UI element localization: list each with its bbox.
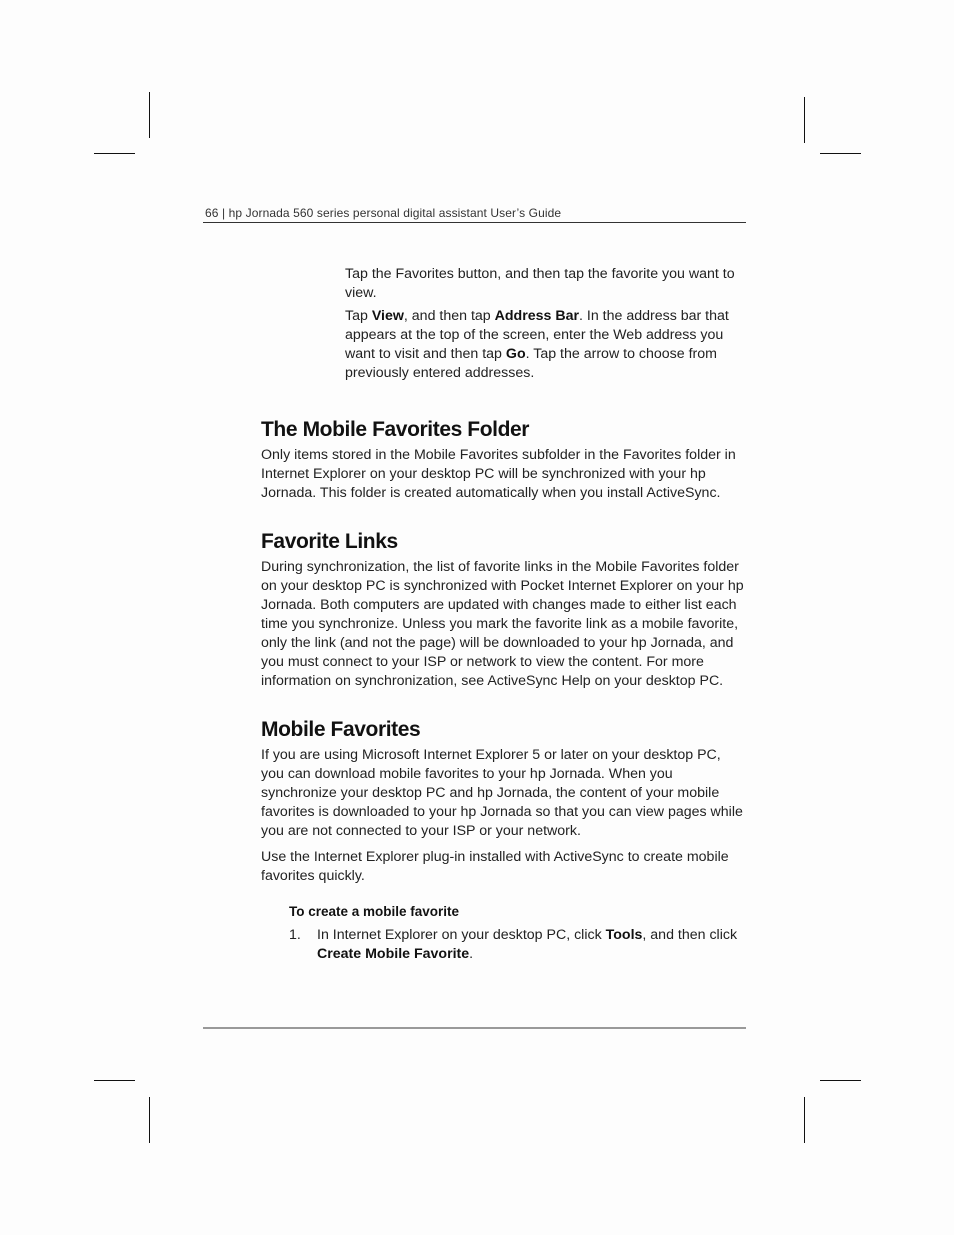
ui-term-create-mobile-favorite: Create Mobile Favorite [317, 946, 470, 962]
text-run: Tap [345, 308, 372, 324]
ui-term-address-bar: Address Bar [494, 308, 579, 324]
text-run: . Tap the arrow to choose from previously entered addresses. [345, 346, 717, 381]
crop-mark-bottom-left-horizontal [94, 1080, 135, 1081]
heading-mobile-favorites-folder: The Mobile Favorites Folder [261, 418, 530, 441]
ui-term-view: View [371, 308, 404, 324]
text-run: In Internet Explorer on your desktop PC, click [317, 927, 606, 943]
procedure-title: To create a mobile favorite [289, 904, 460, 919]
page-number: 66 [205, 206, 219, 220]
text-run: , and then click [642, 927, 738, 943]
crop-mark-bottom-right-horizontal [820, 1080, 861, 1081]
crop-mark-bottom-right-vertical [804, 1097, 805, 1143]
ui-term-tools: Tools [605, 927, 643, 943]
procedure-step-1 [289, 926, 746, 964]
crop-mark-bottom-left-vertical [149, 1097, 150, 1143]
heading-favorite-links: Favorite Links [261, 530, 398, 553]
text-run: , and then tap [403, 308, 495, 324]
crop-mark-top-right-horizontal [820, 153, 861, 154]
heading-mobile-favorites: Mobile Favorites [261, 718, 421, 741]
running-header [205, 206, 746, 220]
footer-rule [203, 1027, 746, 1029]
running-title: hp Jornada 560 series personal digital assistant User’s Guide [228, 206, 562, 220]
header-separator: | [222, 206, 226, 220]
page-content [261, 265, 746, 964]
mobile-favorites-paragraph-1: If you are using Microsoft Internet Explorer 5 or later on your desktop PC, you can download mobile favorites to your hp Jornada. When you synchronize your desktop PC and hp Jornada, the content of your mobile favorites is downloaded to your hp Jornada so that you can view pages while you are not connected to your ISP or your network. [261, 747, 743, 839]
step-text [317, 926, 746, 964]
crop-mark-top-left-vertical [149, 92, 150, 138]
mobile-favorites-paragraph-2: Use the Internet Explorer plug-in installed with ActiveSync to create mobile favorites quickly. [261, 849, 729, 884]
step-number: 1. [289, 927, 301, 943]
crop-mark-top-left-horizontal [94, 153, 135, 154]
intro-paragraph-1: Tap the Favorites button, and then tap the favorite you want to view. [345, 266, 735, 301]
text-run: . In the address bar that appears at the top of the screen, enter the Web address you want to visit and then tap [345, 308, 729, 362]
ui-term-go: Go [505, 346, 526, 362]
favorite-links-paragraph: During synchronization, the list of favorite links in the Mobile Favorites folder on your desktop PC is synchronized with Pocket Internet Explorer on your hp Jornada. Both computers are updated with changes made to either list each time you synchronize. Unless you mark the favorite link as a mobile favorite, only the link (and not the page) will be downloaded to your hp Jornada, and you must connect to your ISP or network to view the content. For more information on synchronization, see ActiveSync Help on your desktop PC. [261, 559, 744, 689]
text-run: . [469, 946, 474, 962]
intro-paragraph-2 [345, 307, 745, 383]
header-rule [203, 222, 746, 223]
mobile-folder-paragraph: Only items stored in the Mobile Favorites subfolder in the Favorites folder in Internet Explorer on your desktop PC will be synchronized with your hp Jornada. This folder is created automatically when you install ActiveSync. [261, 447, 736, 501]
crop-mark-top-right-vertical [804, 97, 805, 143]
